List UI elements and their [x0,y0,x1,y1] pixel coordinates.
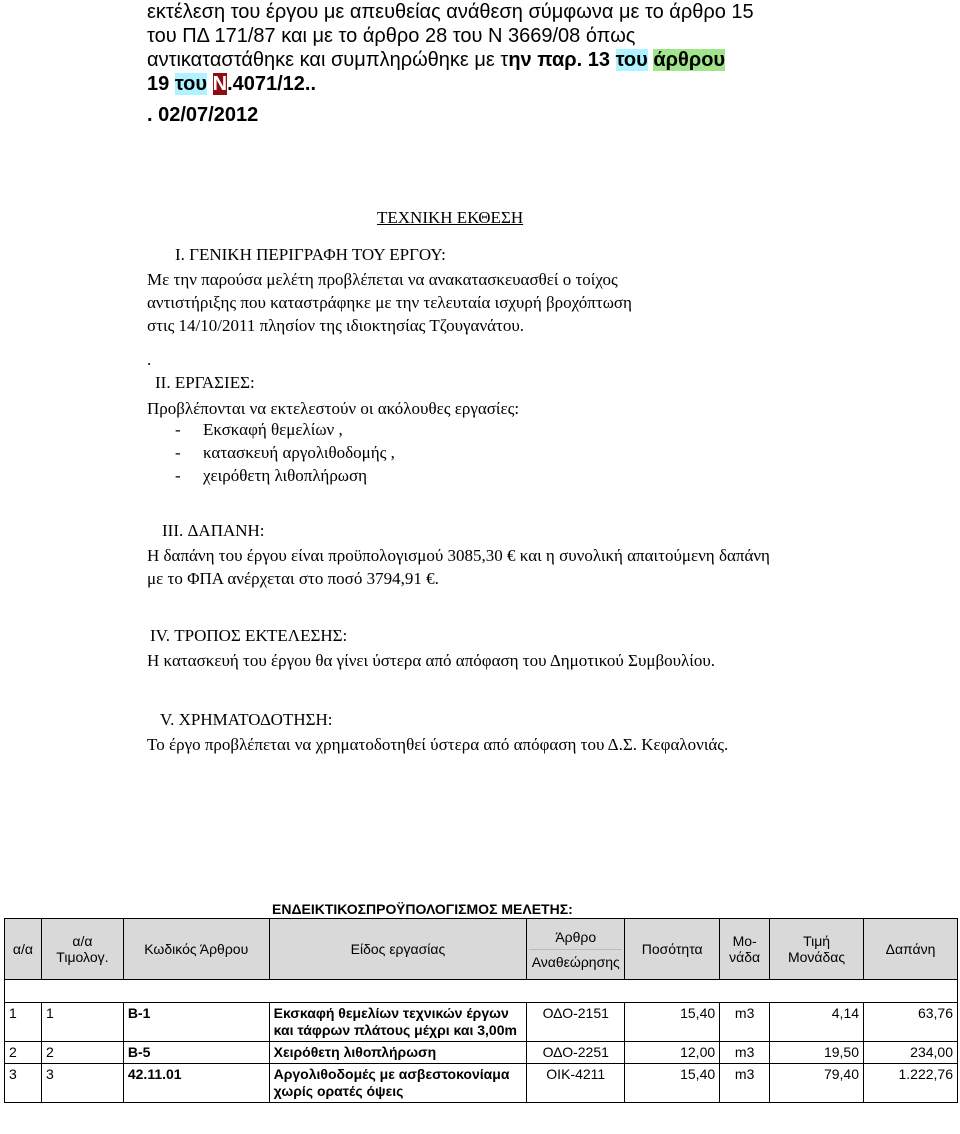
cell-cost: 1.222,76 [864,1064,958,1103]
cell-code: 42.11.01 [123,1064,269,1103]
header-aa: α/α [5,919,42,980]
cell-aa: 1 [5,1003,42,1042]
header-cost: Δαπάνη [864,919,958,980]
cell-unit: m3 [720,1042,770,1064]
header-code: Κωδικός Άρθρου [123,919,269,980]
bullet-text: Εκσκαφή θεμελίων , [203,420,343,439]
intro-text-bold: 19 [147,73,175,95]
intro-space [207,73,213,95]
document-date: . 02/07/2012 [147,104,259,126]
intro-line [147,72,847,96]
cell-quantity: 12,00 [625,1042,720,1064]
table-header-row [5,919,958,980]
table-row [5,1003,958,1042]
cell-quantity: 15,40 [625,1064,720,1103]
cell-quantity: 15,40 [625,1003,720,1042]
works-intro: Προβλέπονται να εκτελεστούν οι ακόλουθες εργασίες: [147,399,520,418]
section-heading-works: II. ΕΡΓΑΣΙΕΣ: [155,373,255,392]
works-bullet: - κατασκευή αργολιθοδομής , [175,443,395,462]
cell-aa: 3 [5,1064,42,1103]
header-kind: Είδος εργασίας [269,919,527,980]
section-body-general [147,268,847,337]
cell-aa: 2 [5,1042,42,1064]
section-heading-execution: IV. ΤΡΟΠΟΣ ΕΚΤΕΛΕΣΗΣ: [150,626,348,645]
section-heading-funding: V. ΧΡΗΜΑΤΟΔΟΤΗΣΗ: [160,710,333,729]
table-row [5,1042,958,1064]
header-aa-timologiou: α/α Τιμολογ. [41,919,123,980]
table-spacer-row [5,980,958,1003]
bullet-text: χειρόθετη λιθοπλήρωση [203,466,368,485]
cell-code: Β-5 [123,1042,269,1064]
cell-unit: m3 [720,1064,770,1103]
cell-kind: Αργολιθοδομές με ασβεστοκονίαμα χωρίς ορατές όψεις [269,1064,527,1103]
budget-table [4,918,958,1103]
works-bullet: - Εκσκαφή θεμελίων , [175,420,343,439]
highlight-cyan: του [174,73,208,95]
stray-dot: . [147,350,152,369]
intro-text-bold: ην παρ. 13 [508,49,616,71]
budget-table-title: ΕΝΔΕΙΚΤΙΚΟΣΠΡΟΫΠΟΛΟΓΙΣΜΟΣ ΜΕΛΕΤΗΣ: [272,901,573,917]
body-line: στις 14/10/2011 πλησίον της ιδιοκτησίας Τζουγανάτου. [147,316,525,335]
highlight-green: άρθρου [653,49,726,71]
works-bullet: - χειρόθετη λιθοπλήρωση [175,466,368,485]
header-quantity: Ποσότητα [625,919,720,980]
section-body-execution: Η κατασκευή του έργου θα γίνει ύστερα από απόφαση του Δημοτικού Συμβουλίου. [147,651,716,670]
body-line: με το ΦΠΑ ανέρχεται στο ποσό 3794,91 €. [147,569,439,588]
intro-text: αντικαταστάθηκε και συμπληρώθηκε με τ [147,49,509,71]
header-article: Άρθρο Αναθεώρησης [527,919,625,980]
section-body-cost [147,544,847,590]
cell-unit: m3 [720,1003,770,1042]
cell-cost: 234,00 [864,1042,958,1064]
cell-aa-timologiou: 3 [41,1064,123,1103]
cell-aa-timologiou: 1 [41,1003,123,1042]
cell-cost: 63,76 [864,1003,958,1042]
cell-code: Β-1 [123,1003,269,1042]
cell-aa-timologiou: 2 [41,1042,123,1064]
section-body-funding: Το έργο προβλέπεται να χρηματοδοτηθεί ύστερα από απόφαση του Δ.Σ. Κεφαλονιάς. [147,735,729,754]
cell-article: ΟΔΟ-2251 [527,1042,625,1064]
cell-unit-price: 4,14 [770,1003,864,1042]
table-row [5,1064,958,1103]
highlight-cyan: του [615,49,648,71]
bullet-text: κατασκευή αργολιθοδομής , [203,443,395,462]
header-unit: Μο- νάδα [720,919,770,980]
section-heading-cost: III. ΔΑΠΑΝΗ: [162,521,265,540]
cell-unit-price: 79,40 [770,1064,864,1103]
cell-article: ΟΙΚ-4211 [527,1064,625,1103]
section-heading-general: I. ΓΕΝΙΚΗ ΠΕΡΙΓΡΑΦΗ ΤΟΥ ΕΡΓΟΥ: [175,245,446,264]
cell-unit-price: 19,50 [770,1042,864,1064]
body-line: Η δαπάνη του έργου είναι προϋπολογισμού 3085,30 € και η συνολική απαιτούμενη δαπάνη [147,546,770,565]
cell-kind: Χειρόθετη λιθοπλήρωση [269,1042,527,1064]
cell-kind: Εκσκαφή θεμελίων τεχνικών έργων και τάφρων πλάτους μέχρι και 3,00m [269,1003,527,1042]
body-line: Με την παρούσα μελέτη προβλέπεται να ανακατασκευασθεί ο τοίχος [147,270,618,289]
report-title: ΤΕΧΝΙΚΗ ΕΚΘΕΣΗ [377,208,524,227]
body-line: αντιστήριξης που καταστράφηκε με την τελευταία ισχυρή βροχόπτωση [147,293,632,312]
intro-line: του ΠΔ 171/87 και με το άρθρο 28 του Ν 3669/08 όπως [147,25,636,47]
intro-paragraph [147,0,847,96]
intro-line [147,48,847,72]
highlight-red: Ν [212,73,228,95]
cell-article: ΟΔΟ-2151 [527,1003,625,1042]
intro-text-bold: .4071/12.. [227,73,317,95]
intro-line: εκτέλεση του έργου με απευθείας ανάθεση σύμφωνα με το άρθρο 15 [147,1,754,23]
header-unit-price: Τιμή Μονάδας [770,919,864,980]
